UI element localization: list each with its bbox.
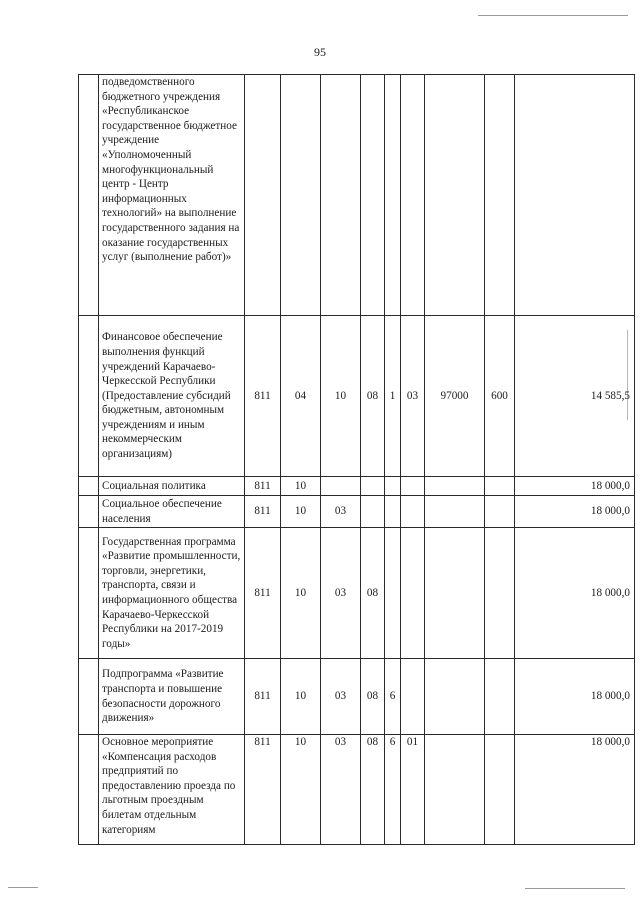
- index-cell: [79, 528, 99, 659]
- section-code: 10: [281, 528, 321, 659]
- event-code: 03: [401, 316, 425, 477]
- table-row: [79, 496, 635, 528]
- subsection-code: 03: [321, 735, 361, 845]
- index-cell: [79, 735, 99, 845]
- subprogram-code: [385, 496, 401, 528]
- row-name: Финансовое обеспечение выполнения функций учреждений Карачаево-Черкесской Республики (Предоставление субсидий бюджетным, автономным учреждениям и иным некоммерческим организациям): [99, 316, 245, 477]
- event-code: [401, 496, 425, 528]
- event-code: [401, 75, 425, 316]
- program-code: [361, 477, 385, 496]
- program-code: 08: [361, 316, 385, 477]
- subsection-code: [321, 75, 361, 316]
- index-cell: [79, 75, 99, 316]
- subprogram-code: [385, 75, 401, 316]
- subprogram-code: 6: [385, 735, 401, 845]
- table-row: [79, 316, 635, 477]
- subsection-code: 03: [321, 528, 361, 659]
- section-code: 10: [281, 735, 321, 845]
- direction-code: [425, 75, 485, 316]
- subprogram-code: [385, 528, 401, 659]
- program-code: 08: [361, 528, 385, 659]
- row-name: Государственная программа «Развитие промышленности, торговли, энергетики, транспорта, связи и информационного общества Карачаево-Черкесской Республики на 2017-2019 годы»: [99, 528, 245, 659]
- subsection-code: 03: [321, 659, 361, 735]
- event-code: [401, 659, 425, 735]
- index-cell: [79, 496, 99, 528]
- program-code: 08: [361, 659, 385, 735]
- expense-type-code: [485, 528, 515, 659]
- row-name: Социальное обеспечение населения: [99, 496, 245, 528]
- table-row: [79, 528, 635, 659]
- index-cell: [79, 659, 99, 735]
- index-cell: [79, 477, 99, 496]
- event-code: [401, 477, 425, 496]
- scan-edge-bottom-right: [525, 888, 625, 889]
- ministry-code: 811: [245, 496, 281, 528]
- section-code: 10: [281, 659, 321, 735]
- ministry-code: 811: [245, 528, 281, 659]
- section-code: 04: [281, 316, 321, 477]
- index-cell: [79, 316, 99, 477]
- subprogram-code: 6: [385, 659, 401, 735]
- ministry-code: 811: [245, 735, 281, 845]
- direction-code: [425, 496, 485, 528]
- expense-type-code: [485, 75, 515, 316]
- row-name: Подпрограмма «Развитие транспорта и повышение безопасности дорожного движения»: [99, 659, 245, 735]
- amount-cell: 18 000,0: [515, 528, 635, 659]
- subsection-code: 03: [321, 496, 361, 528]
- direction-code: [425, 528, 485, 659]
- expense-type-code: 600: [485, 316, 515, 477]
- table-row: [79, 477, 635, 496]
- section-code: [281, 75, 321, 316]
- event-code: [401, 528, 425, 659]
- amount-cell: 14 585,5: [515, 316, 635, 477]
- scan-edge-bottom-left: [8, 887, 38, 888]
- expense-type-code: [485, 477, 515, 496]
- amount-cell: 18 000,0: [515, 496, 635, 528]
- ministry-code: 811: [245, 477, 281, 496]
- subprogram-code: [385, 477, 401, 496]
- program-code: [361, 496, 385, 528]
- ministry-code: 811: [245, 316, 281, 477]
- row-name: подведомственного бюджетного учреждения «Республиканское государственное бюджетное учреждение «Уполномоченный многофункциональный центр - Центр информационных технологий» на выполнение государственного задания на оказание государственных услуг (выполнение работ)»: [99, 75, 245, 316]
- page-number: 95: [314, 45, 326, 59]
- section-code: 10: [281, 496, 321, 528]
- program-code: [361, 75, 385, 316]
- table-row: [79, 75, 635, 316]
- event-code: 01: [401, 735, 425, 845]
- scan-edge-top: [478, 15, 628, 16]
- amount-cell: [515, 75, 635, 316]
- table-row: [79, 659, 635, 735]
- budget-table: [78, 74, 635, 845]
- expense-type-code: [485, 496, 515, 528]
- program-code: 08: [361, 735, 385, 845]
- direction-code: [425, 735, 485, 845]
- row-name: Основное мероприятие «Компенсация расходов предприятий по предоставлению проезда по льготным проездным билетам отдельным категориям: [99, 735, 245, 845]
- direction-code: [425, 659, 485, 735]
- subprogram-code: 1: [385, 316, 401, 477]
- section-code: 10: [281, 477, 321, 496]
- expense-type-code: [485, 659, 515, 735]
- table-row: [79, 735, 635, 845]
- amount-cell: 18 000,0: [515, 477, 635, 496]
- direction-code: [425, 477, 485, 496]
- expense-type-code: [485, 735, 515, 845]
- direction-code: 97000: [425, 316, 485, 477]
- amount-cell: 18 000,0: [515, 735, 635, 845]
- ministry-code: 811: [245, 659, 281, 735]
- ministry-code: [245, 75, 281, 316]
- row-name: Социальная политика: [99, 477, 245, 496]
- amount-cell: 18 000,0: [515, 659, 635, 735]
- subsection-code: [321, 477, 361, 496]
- subsection-code: 10: [321, 316, 361, 477]
